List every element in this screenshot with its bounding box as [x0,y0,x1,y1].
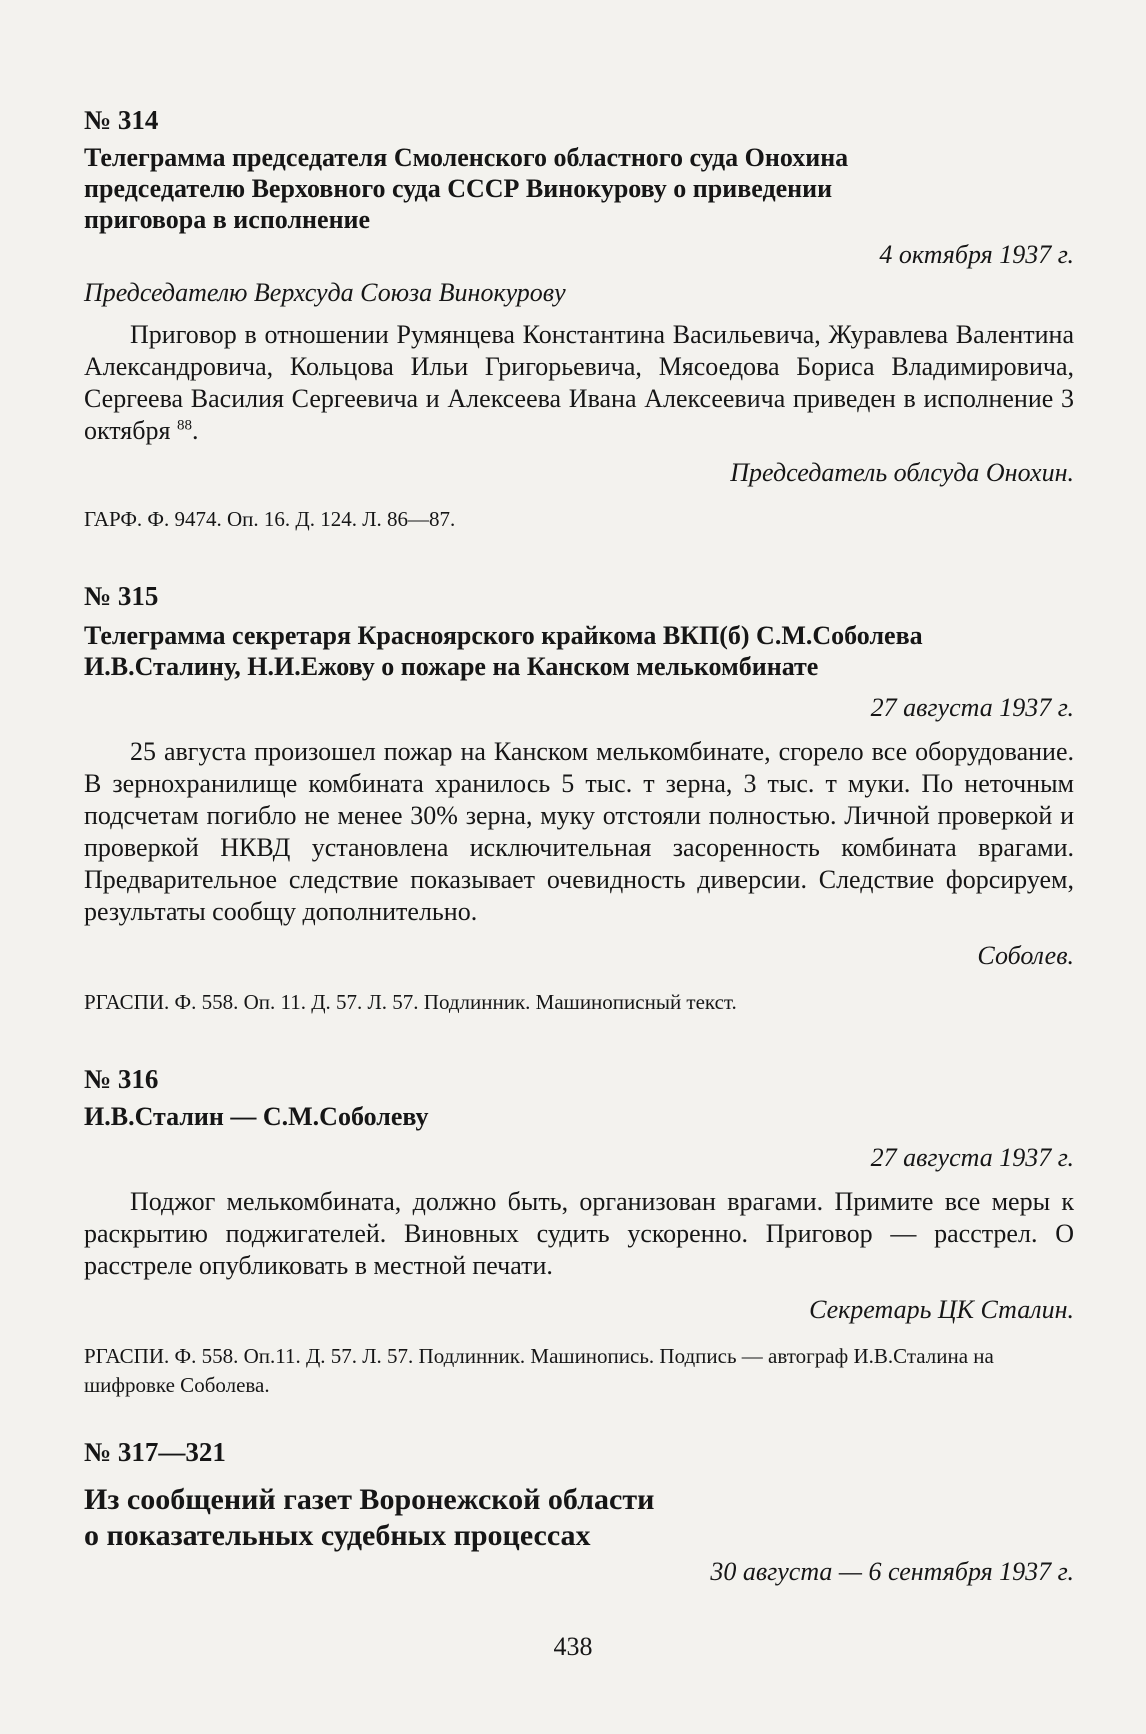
doc-title: И.В.Сталин — С.М.Соболеву [84,1102,429,1131]
doc-date: 4 октября 1937 г. [879,240,1074,269]
doc-date: 27 августа 1937 г. [870,693,1074,722]
archive-source: РГАСПИ. Ф. 558. Оп.11. Д. 57. Л. 57. Подлинник. Машинопись. Подпись — автограф И.В.Сталина на шифровке Соболева. [84,1344,994,1397]
doc-number: № 316 [84,1064,159,1094]
doc-title: Телеграмма председателя Смоленского областного суда Онохина председателю Верховного суда СССР Винокурову о приведении приговора в исполнение [84,143,849,234]
signature: Секретарь ЦК Сталин. [809,1295,1074,1324]
page-content [84,104,1074,1588]
doc-number: № 315 [84,581,159,611]
footnote-mark: 88 [176,417,192,434]
doc-title: Телеграмма секретаря Красноярского крайкома ВКП(б) С.М.Соболева И.В.Сталину, Н.И.Ежову о пожаре на Канском мелькомбинате [84,621,923,681]
doc-316 [84,1063,1074,1400]
doc-number: № 317—321 [84,1437,226,1467]
addressee: Председателю Верхсуда Союза Винокурову [84,278,566,307]
doc-title: Из сообщений газет Воронежской области о показательных судебных процессах [84,1483,655,1552]
signature: Соболев. [977,941,1074,970]
doc-body: Приговор в отношении Румянцева Константина Васильевича, Журавлева Валентина Александровича, Кольцова Ильи Григорьевича, Мясоедова Бориса Владимировича, Сергеева Василия Сергеевича и Алексеева Ивана Алексеевича приведен в исполнение 3 октября $^{88}$. [84,320,1074,445]
doc-number: № 314 [84,105,159,135]
doc-date: 27 августа 1937 г. [870,1143,1074,1172]
doc-date: 30 августа — 6 сентября 1937 г. [710,1557,1074,1586]
archive-source: ГАРФ. Ф. 9474. Оп. 16. Д. 124. Л. 86—87. [84,507,456,531]
doc-317-321 [84,1436,1074,1588]
page-number: 438 [553,1632,593,1661]
doc-315 [84,580,1074,1017]
archive-source: РГАСПИ. Ф. 558. Оп. 11. Д. 57. Л. 57. Подлинник. Машинописный текст. [84,990,737,1014]
signature: Председатель облсуда Онохин. [730,458,1074,487]
doc-314 [84,104,1074,534]
doc-body: 25 августа произошел пожар на Канском мелькомбинате, сгорело все оборудование. В зернохранилище комбината хранилось 5 тыс. т зерна, 3 тыс. т муки. По неточным подсчетам погибло не менее 30% зерна, муку отстояли полностью. Личной проверкой и проверкой НКВД установлена исключительная засоренность комбината врагами. Предварительное следствие показывает очевидность диверсии. Следствие форсируем, результаты сообщу дополнительно. [84,737,1074,926]
doc-body: Поджог мелькомбината, должно быть, организован врагами. Примите все меры к раскрытию поджигателей. Виновных судить ускоренно. Приговор — расстрел. О расстреле опубликовать в местной печати. [84,1187,1074,1280]
